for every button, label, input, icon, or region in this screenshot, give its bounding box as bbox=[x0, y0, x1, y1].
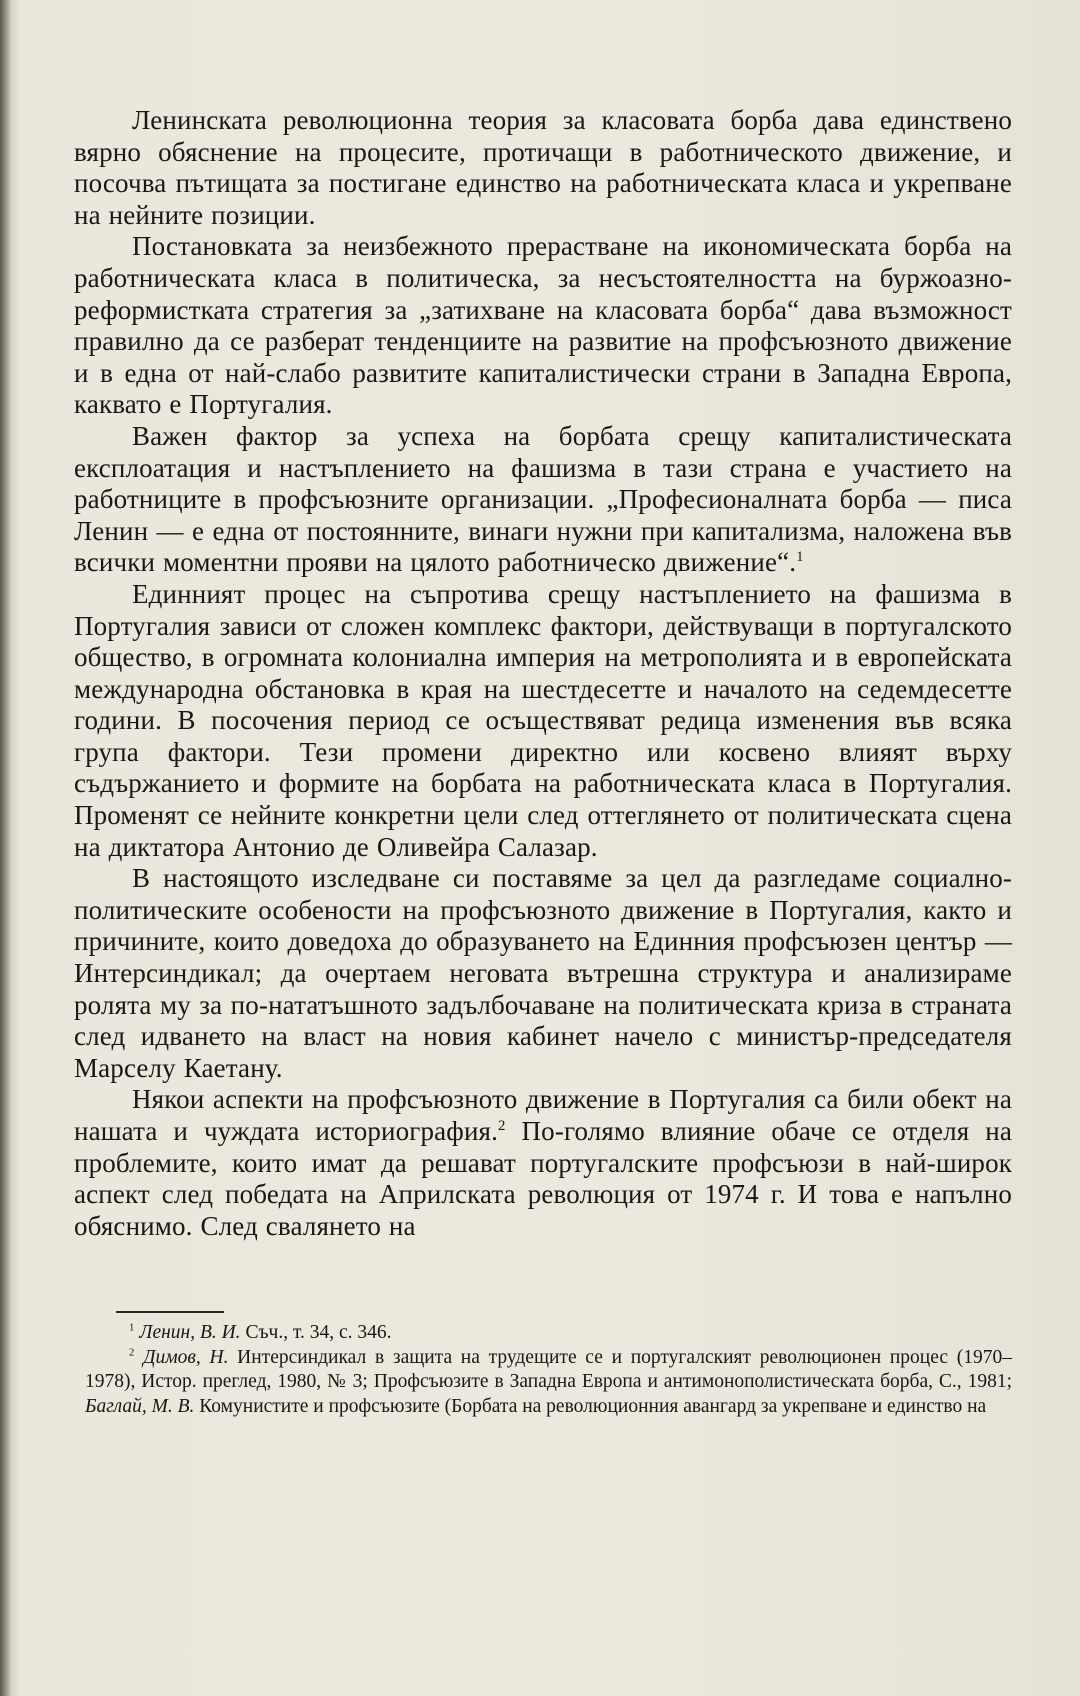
footnote-2: $^2$ Димов, Н. Интерсиндикал в защита на трудещите се и португалският революционен процес (1970–1978), Истор. преглед, 1980, № 3; Профсъюзите в Западна Европа и антимонополистическата борба, С., 1981; Баглай, М. В. Комунистите и профсъюзите (Борбата на революционния авангард за укрепване и единство на bbox=[85, 1346, 1012, 1417]
paragraph-4: Единният процес на съпротива срещу настъплението на фашизма в Португалия зависи от сложен комплекс фактори, действуващи в португалското общество, в огромната колониална империя на метрополията и в европейската международна обстановка в края на шестдесетте и началото на седемдесетте години. В посочения период се осъществяват редица изменения във всяка група фактори. Тези промени директно или косвено влияят върху съдържанието и формите на борбата на работническата класа в Португалия. Променят се нейните конкретни цели след оттеглянето от политическата сцена на диктатора Антонио де Оливейра Салазар. bbox=[74, 578, 1012, 862]
paragraph-6: Някои аспекти на профсъюзното движение в Португалия са били обект на нашата и чуждата историография.$^2$ По-голямо влияние обаче се отделя на проблемите, които имат да решават португалските профсъюзи в най-широк аспект след победата на Априлската революция от 1974 г. И това е напълно обяснимо. След свалянето на bbox=[74, 1084, 1012, 1241]
footnote-separator bbox=[116, 1311, 224, 1313]
footnotes bbox=[85, 1321, 1012, 1419]
main-text bbox=[74, 105, 1012, 1242]
footnote-1: $^1$ Ленин, В. И. Съч., т. 34, с. 346. bbox=[129, 1321, 392, 1343]
paragraph-1: Ленинската революционна теория за класовата борба дава единствено вярно обяснение на процесите, протичащи в работническото движение, и посочва пътищата за постигане единство на работническата класа и укрепване на нейните позиции. bbox=[74, 105, 1012, 230]
paragraph-5: В настоящото изследване си поставяме за цел да разгледаме социално-политическите особености на профсъюзното движение в Португалия, както и причините, които доведоха до образуването на Единния профсъюзен център — Интерсиндикал; да очертаем неговата вътрешна структура и анализираме ролята му за по-нататъшното задълбочаване на политическата криза в страната след идването на власт на новия кабинет начело с министър-председателя Марселу Каетану. bbox=[74, 863, 1012, 1083]
footnote-mark: 2 bbox=[129, 1346, 135, 1358]
footnote-mark: 1 bbox=[129, 1321, 135, 1334]
paragraph-2: Постановката за неизбежното прерастване на икономическата борба на работническата класа в политическа, за несъстоятелността на буржоазно-реформистката стратегия за „затихване на класовата борба“ дава възможност правилно да се разберат тенденциите на развитие на профсъюзното движение и в една от най-слабо развитите капиталистически страни в Западна Европа, каквато е Португалия. bbox=[74, 231, 1012, 420]
footnote-ref-1: 1 bbox=[796, 549, 804, 566]
footnote-ref-2: 2 bbox=[498, 1118, 506, 1134]
footnote-author: Димов, Н. bbox=[143, 1346, 229, 1368]
footnote-author: Ленин, В. И. bbox=[139, 1322, 241, 1343]
footnote-author: Баглай, М. В. bbox=[85, 1395, 195, 1417]
paragraph-3: Важен фактор за успеха на борбата срещу капиталистическата експлоатация и настъплението на фашизма в тази страна е участието на работниците в профсъюзните организации. „Професионалната борба — писа Ленин — е една от постоянните, винаги нужни при капитализма, наложена във всички моментни прояви на цялото работническо движение“.$^1$ bbox=[74, 420, 1012, 578]
